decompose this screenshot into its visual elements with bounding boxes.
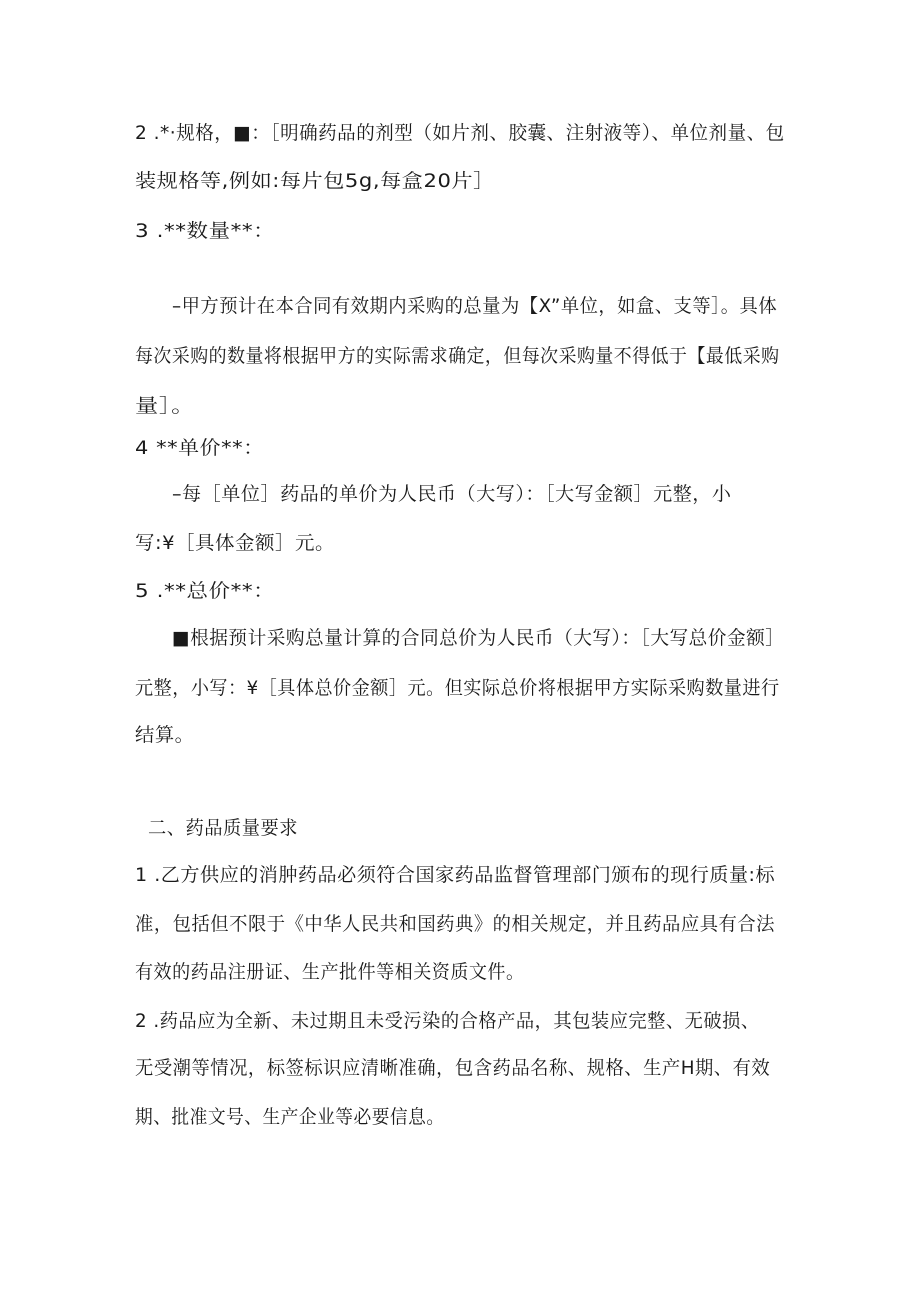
text-line: 3 .**数量**： [135, 220, 276, 242]
text-line: 量］。 [135, 395, 196, 417]
text-line: 准，包括但不限于《中华人民共和国药典》的相关规定，并且药品应具有合法 [135, 913, 776, 935]
text-line: 5 .**总价**： [135, 580, 276, 602]
text-line: 写:¥［具体金额］元。 [135, 532, 335, 554]
text-line: –甲方预计在本合同有效期内采购的总量为【X”单位，如盒、支等］。具体 [172, 295, 778, 317]
text-line: 2 .*·规格，■：［明确药品的剂型（如片剂、胶囊、注射液等）、单位剂量、包 [135, 122, 785, 144]
text-line: 结算。 [135, 724, 195, 746]
text-line: 无受潮等情况，标签标识应清晰准确，包含药品名称、规格、生产H期、有效 [135, 1057, 771, 1079]
text-line: ■根据预计采购总量计算的合同总价为人民币（大写）：［大写总价金额］ [172, 627, 785, 649]
text-line: 2 .药品应为全新、未过期且未受污染的合格产品，其包装应完整、无破损、 [135, 1010, 760, 1032]
text-line: 1 .乙方供应的消肿药品必须符合国家药品监督管理部门颁布的现行质量:标 [135, 864, 776, 886]
text-line: 每次采购的数量将根据甲方的实际需求确定，但每次采购量不得低于【最低采购 [135, 345, 780, 367]
text-line: 元整，小写：¥［具体总价金额］元。但实际总价将根据甲方实际采购数量进行 [135, 677, 780, 699]
text-line: 期、批准文号、生产企业等必要信息。 [135, 1106, 445, 1128]
text-line: 4 **单价**： [135, 437, 265, 459]
section-heading: 二、药品质量要求 [148, 817, 299, 839]
text-line: 装规格等,例如:每片包5g,每盒20片］ [135, 170, 495, 192]
text-line: 有效的药品注册证、生产批件等相关资质文件。 [135, 961, 525, 983]
text-line: –每［单位］药品的单价为人民币（大写）：［大写金额］元整，小 [172, 483, 732, 505]
